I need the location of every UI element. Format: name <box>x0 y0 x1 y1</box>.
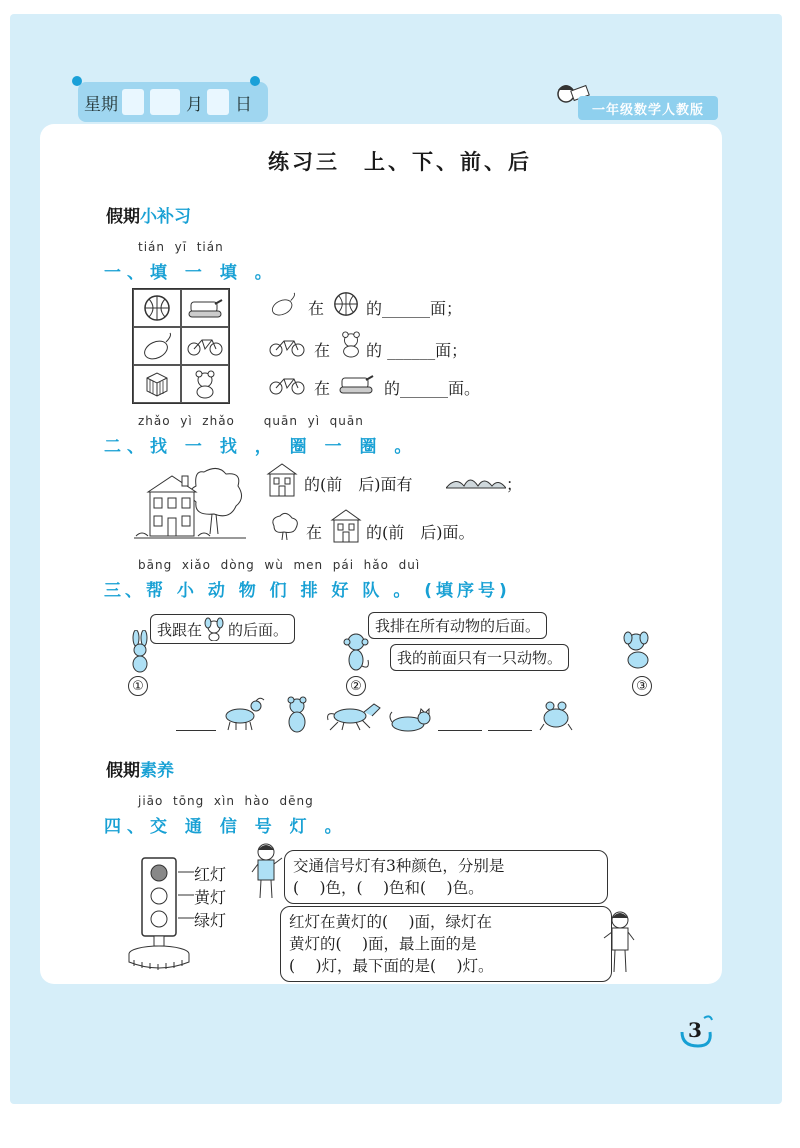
pin-icon <box>250 76 260 86</box>
page-number-text: 3 <box>688 1018 702 1042</box>
house-icon <box>266 462 298 498</box>
grid-cell <box>133 327 181 365</box>
speech-bubble-positions[interactable]: 红灯在黄灯的( )面，绿灯在 黄灯的( )面，最上面的是 ( )灯，最下面的是( )灯。 <box>280 906 612 982</box>
q4-heading: 四、交 通 信 号 灯 。 <box>104 817 348 837</box>
bubble1-text-b: 的后面。 <box>228 620 289 639</box>
q1-pinyin: tián yī tián <box>138 240 224 254</box>
order-number-2: ② <box>346 676 366 696</box>
q1-heading: 一、填 一 填 。 <box>104 263 278 283</box>
grid-cell <box>181 365 229 403</box>
red-light-label: 红灯 <box>194 865 227 884</box>
section-tag-review <box>106 202 191 227</box>
q2-line2-rest[interactable]: 的(前 后)面。 <box>366 523 475 542</box>
section-tag-highlight: 素养 <box>140 761 174 781</box>
bicycle-icon <box>266 374 308 396</box>
object-grid <box>132 288 230 404</box>
grid-cell <box>133 289 181 327</box>
page-title: 练习三 上、下、前、后 <box>268 150 532 174</box>
q2-heading: 二、找 一 找 ， 圈 一 圈 。 <box>104 437 418 457</box>
pin-icon <box>72 76 82 86</box>
week-blank[interactable] <box>122 89 144 115</box>
dog-icon <box>618 630 658 672</box>
bicycle-icon <box>185 335 225 357</box>
speech-bubble-rabbit <box>150 614 295 644</box>
answer-blank[interactable] <box>488 730 532 731</box>
q1-line1-rest[interactable]: 的______面； <box>366 299 463 318</box>
teddy-bear-icon <box>191 369 219 399</box>
q2-pinyin: zhǎo yì zhǎo quān yì quān <box>138 414 364 428</box>
dog-icon <box>202 617 228 641</box>
grass-icon <box>446 474 506 492</box>
mouse-icon <box>268 292 298 316</box>
series-tag: 一年级数学人教版 <box>578 96 718 120</box>
answer-blank[interactable] <box>176 730 216 731</box>
frog-icon <box>538 696 574 732</box>
monkey-icon <box>342 630 372 676</box>
q1-line3-rest[interactable]: 的______面。 <box>384 379 481 398</box>
house-and-tree-icon <box>134 462 246 542</box>
green-light-label: 绿灯 <box>194 911 227 930</box>
section-tag-literacy <box>106 756 174 781</box>
basketball-icon <box>142 293 172 323</box>
cat-icon <box>388 708 434 734</box>
q2-line1[interactable]: 的(前 后)面有 <box>304 475 413 494</box>
yellow-light-label: 黄灯 <box>194 888 227 907</box>
month-label: 月 <box>186 94 203 115</box>
q1-line2-at: 在 <box>314 341 331 360</box>
basketball-icon <box>332 290 360 318</box>
toy-tank-icon <box>187 296 223 320</box>
section-tag-highlight: 小补习 <box>140 207 191 227</box>
boy-icon <box>248 842 284 900</box>
q1-line1-at: 在 <box>308 299 325 318</box>
q4-pinyin: jiāo tōng xìn hào dēng <box>138 794 314 808</box>
day-blank[interactable] <box>207 89 229 115</box>
rubiks-cube-icon <box>142 369 172 399</box>
house-icon <box>330 508 362 544</box>
mouse-icon <box>140 332 174 360</box>
goat-icon <box>220 696 266 732</box>
order-number-1: ① <box>128 676 148 696</box>
grid-cell <box>181 327 229 365</box>
q3-pinyin: bāng xiǎo dòng wù men pái hǎo duì <box>138 558 421 572</box>
teddy-bear-icon <box>338 330 364 358</box>
section-tag-prefix: 假期 <box>106 761 140 781</box>
grid-cell <box>133 365 181 403</box>
date-box <box>78 82 268 122</box>
q2-line2-at: 在 <box>306 523 323 542</box>
order-number-3: ③ <box>632 676 652 696</box>
grid-cell <box>181 289 229 327</box>
answer-blank[interactable] <box>438 730 482 731</box>
speech-bubble-colors[interactable]: 交通信号灯有3种颜色，分别是 ( )色，( )色和( )色。 <box>284 850 608 904</box>
q3-heading: 三、帮 小 动 物 们 排 好 队 。 (填序号) <box>104 581 511 601</box>
boy-icon <box>602 910 638 974</box>
rabbit-icon <box>126 630 156 674</box>
bear-icon <box>284 696 310 734</box>
horse-icon <box>326 700 384 732</box>
day-label: 日 <box>235 94 252 115</box>
toy-tank-icon <box>338 372 374 396</box>
q1-line2-rest[interactable]: 的 ______面； <box>366 341 468 360</box>
page-number <box>678 1012 714 1048</box>
week-label: 星期 <box>84 94 118 115</box>
bicycle-icon <box>266 336 308 358</box>
section-tag-prefix: 假期 <box>106 207 140 227</box>
month-blank[interactable] <box>150 89 180 115</box>
speech-bubble-monkey: 我排在所有动物的后面。 <box>368 612 547 639</box>
speech-bubble-dog: 我的前面只有一只动物。 <box>390 644 569 671</box>
q1-line3-at: 在 <box>314 379 331 398</box>
tree-icon <box>268 512 300 542</box>
q2-line1-end: ； <box>506 475 523 494</box>
bubble1-text-a: 我跟在 <box>157 620 203 639</box>
